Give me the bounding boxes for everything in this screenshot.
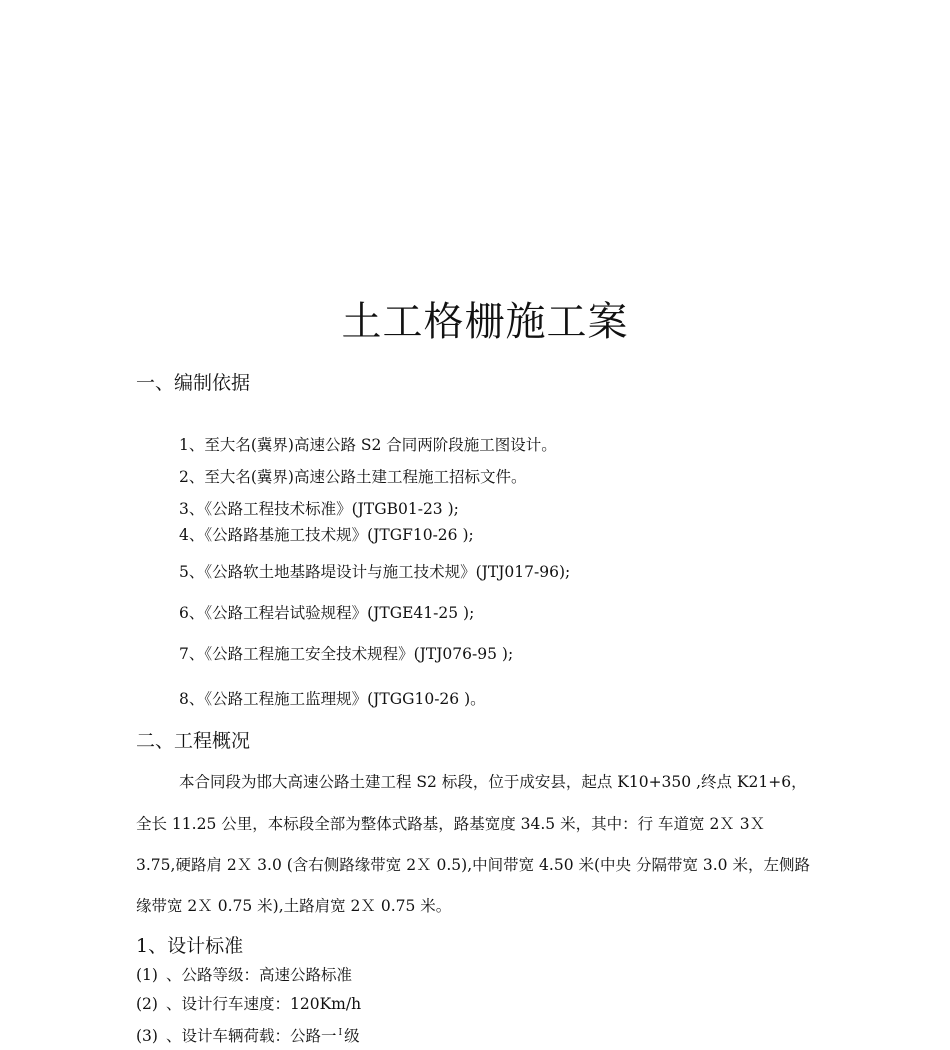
- standard-item-number: (1): [136, 966, 158, 984]
- standard-item: [136, 1022, 360, 1047]
- overview-paragraph-line: 3.75,硬路肩 2Ｘ 3.0 (含右侧路缘带宽 2Ｘ 0.5),中间带宽 4.50 米(中央 分隔带宽 3.0 米，左侧路: [136, 856, 810, 874]
- subsection-heading-design-standard: 1、设计标准: [136, 935, 244, 957]
- reference-item: 3、《公路工程技术标准》(JTGB01-23 );: [179, 500, 459, 518]
- overview-paragraph-line: 全长 11.25 公里，本标段全部为整体式路基，路基宽度 34.5 米，其中：行 车道宽 2Ｘ 3Ｘ: [136, 815, 766, 833]
- standard-item-tail: 级: [344, 1027, 360, 1046]
- reference-item: 1、至大名(冀界)高速公路 S2 合同两阶段施工图设计。: [179, 436, 557, 454]
- overview-paragraph-line: 缘带宽 2Ｘ 0.75 米),土路肩宽 2Ｘ 0.75 米。: [136, 897, 452, 915]
- reference-item: 2、至大名(冀界)高速公路土建工程施工招标文件。: [179, 468, 527, 486]
- overview-paragraph-line: 本合同段为邯大高速公路土建工程 S2 标段，位于成安县，起点 K10+350 ,终点 K21+6，: [179, 773, 807, 791]
- section-heading-overview: 二、工程概况: [136, 730, 251, 752]
- reference-item: 8、《公路工程施工监理规》(JTGG10-26 )。: [179, 690, 486, 708]
- standard-item: [136, 964, 352, 986]
- reference-item: 5、《公路软土地基路堤设计与施工技术规》(JTJ017-96);: [179, 563, 571, 581]
- reference-item: 6、《公路工程岩试验规程》(JTGE41-25 );: [179, 604, 475, 622]
- standard-item-text: 、设计行车速度：120Km/h: [166, 995, 362, 1013]
- standard-item-number: (2): [136, 995, 158, 1013]
- standard-item-superscript: I: [338, 1028, 343, 1038]
- standard-item-text: 、公路等级：高速公路标准: [166, 966, 353, 984]
- section-heading-basis: 一、编制依据: [136, 372, 251, 394]
- document-title: 土工格栅施工案: [341, 299, 629, 345]
- reference-item: 4、《公路路基施工技术规》(JTGF10-26 );: [179, 526, 474, 544]
- standard-item-text: 、设计车辆荷载：公路一: [166, 1027, 337, 1046]
- standard-item: [136, 993, 361, 1015]
- standard-item-number: (3): [136, 1027, 158, 1046]
- reference-item: 7、《公路工程施工安全技术规程》(JTJ076-95 );: [179, 645, 514, 663]
